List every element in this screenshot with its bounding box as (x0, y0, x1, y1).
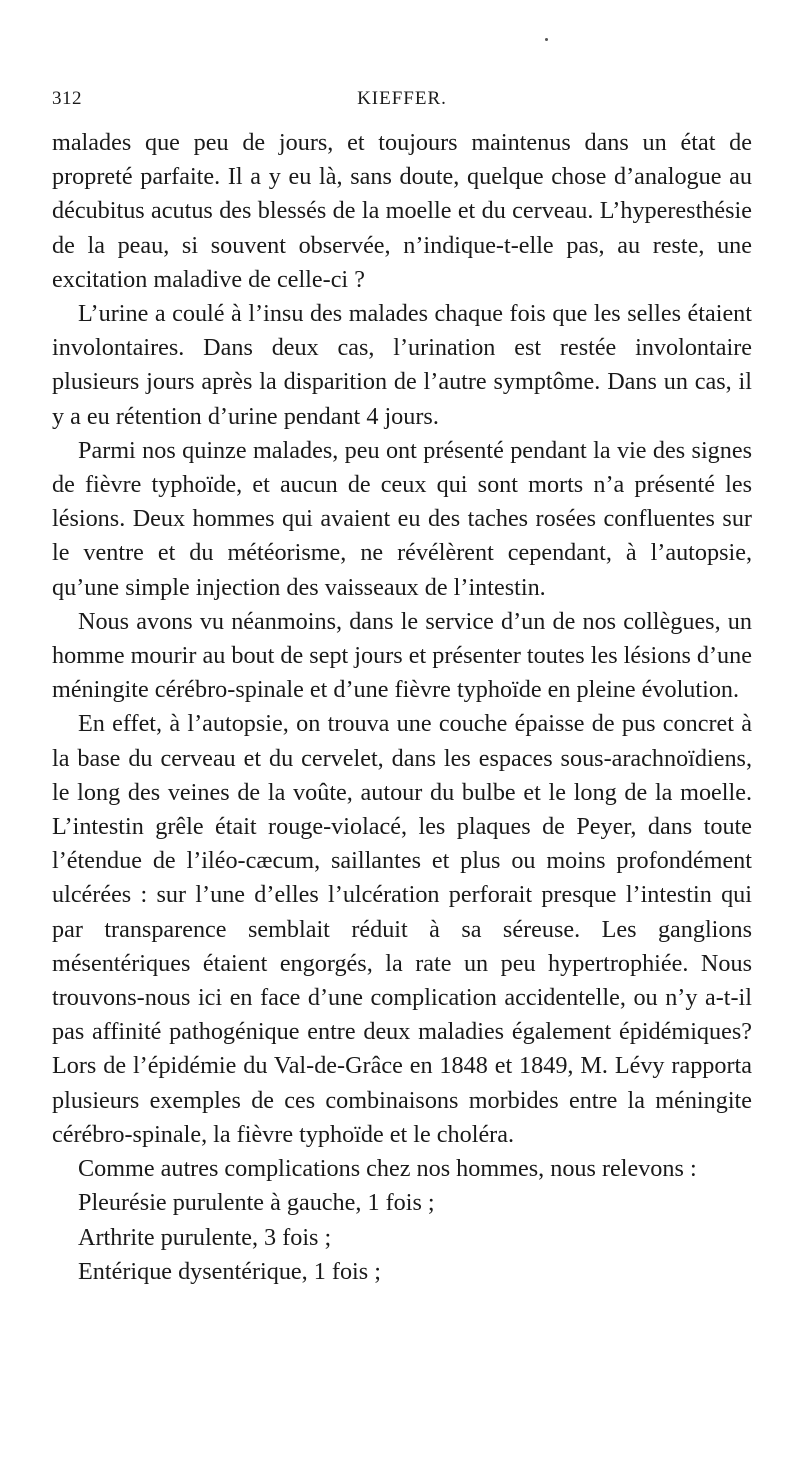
paragraph-autopsy: En effet, à l’autopsie, on trouva une couche épaisse de pus concret à la base du cerveau et du cervelet, dans les espaces sous-arachnoïdiens, le long des veines de la voûte, autour du bulbe et le long de la moelle. L’intestin grêle était rouge-violacé, les plaques de Peyer, dans toute l’étendue de l’iléo-cæcum, saillantes et plus ou moins profondément ulcérées : sur l’une d’elles l’ulcération perforait presque l’intestin qui par transparence semblait réduit à sa séreuse. Les ganglions mésentériques étaient engorgés, la rate un peu hypertrophiée. Nous trouvons-nous ici en face d’une complication accidentelle, ou n’y a-t-il pas affinité pathogénique entre deux maladies également épidémiques? Lors de l’épidémie du Val-de-Grâce en 1848 et 1849, M. Lévy rapporta plusieurs exemples de ces combinaisons morbides entre la méningite cérébro-spinale, la fièvre typhoïde et le choléra. (52, 710, 752, 1148)
paragraph-complications-intro: Comme autres complications chez nos hommes, nous relevons : (78, 1155, 697, 1183)
paragraph-typhoid-signs: Parmi nos quinze malades, peu ont présenté pendant la vie des signes de fièvre typhoïde, et aucun de ceux qui sont morts n’a présenté les lésions. Deux hommes qui avaient eu des taches rosées confluentes sur le ventre et du météorisme, ne révélèrent cependant, à l’autopsie, qu’une simple injection des vaisseaux de l’intestin. (52, 436, 752, 601)
page-number: 312 (52, 88, 82, 109)
paragraph-urine: L’urine a coulé à l’insu des malades chaque fois que les selles étaient involontaires. Dans deux cas, l’urination est restée involontaire plusieurs jours après la disparition de l’autre symptôme. Dans un cas, il y a eu rétention d’urine pendant 4 jours. (52, 300, 752, 430)
body-text (52, 126, 752, 1289)
page-header (52, 88, 752, 114)
book-page (52, 0, 752, 1464)
paragraph-continued: malades que peu de jours, et toujours maintenus dans un état de propreté parfaite. Il a y eu là, sans doute, quelque chose d’analogue au décubitus acutus des blessés de la moelle et du cerveau. L’hyperesthésie de la peau, si souvent observée, n’indique-t-elle pas, au reste, une excitation maladive de celle-ci ? (52, 129, 752, 293)
paragraph-colleague-case: Nous avons vu néanmoins, dans le service d’un de nos collègues, un homme mourir au bout de sept jours et présenter toutes les lésions d’une méningite cérébro-spinale et d’une fièvre typhoïde en pleine évolution. (52, 607, 752, 704)
complication-list-item: Entérique dysentérique, 1 fois ; (78, 1257, 381, 1285)
running-title: KIEFFER. (357, 88, 447, 109)
complication-list-item: Arthrite purulente, 3 fois ; (78, 1223, 332, 1251)
complication-list-item: Pleurésie purulente à gauche, 1 fois ; (78, 1189, 435, 1217)
